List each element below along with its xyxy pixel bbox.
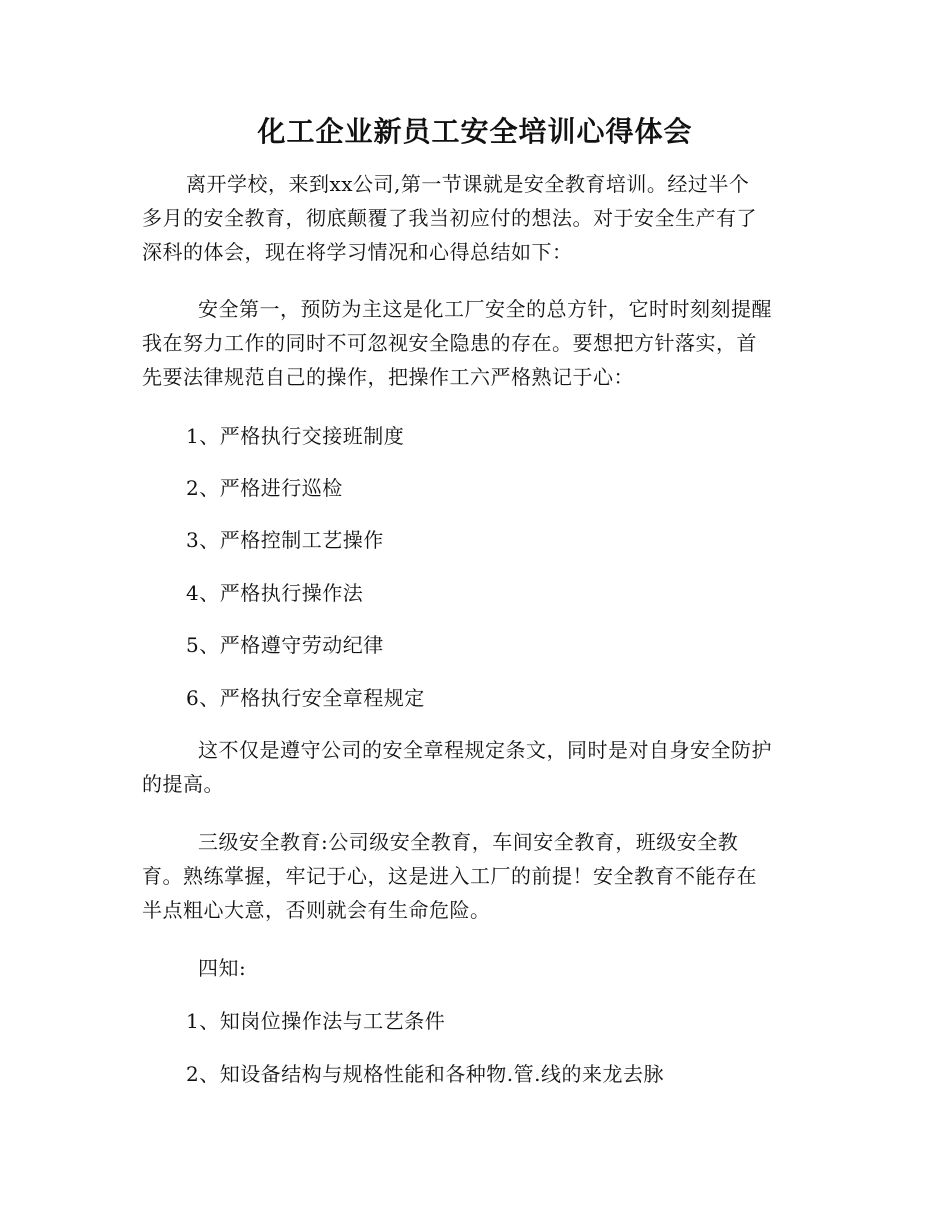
paragraph-line: 先要法律规范自己的操作，把操作工六严格熟记于心： xyxy=(142,365,634,389)
paragraph-safety-policy xyxy=(142,292,807,394)
paragraph-compliance xyxy=(142,733,807,801)
list-item: 6、严格执行安全章程规定 xyxy=(186,686,425,710)
list-item: 5、严格遵守劳动纪律 xyxy=(186,633,384,657)
paragraph-line: 多月的安全教育，彻底颠覆了我当初应付的想法。对于安全生产有了 xyxy=(142,206,757,230)
list-item: 3、严格控制工艺操作 xyxy=(186,528,384,552)
paragraph-line: 深科的体会，现在将学习情况和心得总结如下： xyxy=(142,240,573,264)
paragraph-line: 的提高。 xyxy=(142,772,224,796)
paragraph-line: 这不仅是遵守公司的安全章程规定条文，同时是对自身安全防护 xyxy=(198,738,772,762)
document-title: 化工企业新员工安全培训心得体会 xyxy=(257,115,693,148)
paragraph-line: 我在努力工作的同时不可忽视安全隐患的存在。要想把方针落实，首 xyxy=(142,331,757,355)
four-know-heading: 四知: xyxy=(198,956,247,980)
paragraph-line: 离开学校，来到xx公司,第一节课就是安全教育培训。经过半个 xyxy=(186,172,750,196)
paragraph-three-level-education xyxy=(142,825,807,927)
paragraph-line: 半点粗心大意，否则就会有生命危险。 xyxy=(142,898,491,922)
paragraph-line: 三级安全教育:公司级安全教育，车间安全教育，班级安全教 xyxy=(198,830,739,854)
paragraph-intro xyxy=(142,167,807,269)
list-item: 1、知岗位操作法与工艺条件 xyxy=(186,1009,446,1033)
paragraph-line: 安全第一，预防为主这是化工厂安全的总方针，它时时刻刻提醒 xyxy=(198,297,772,321)
list-item: 2、知设备结构与规格性能和各种物.管.线的来龙去脉 xyxy=(186,1062,664,1086)
list-item: 1、严格执行交接班制度 xyxy=(186,424,405,448)
paragraph-line: 育。熟练掌握，牢记于心，这是进入工厂的前提！安全教育不能存在 xyxy=(142,864,757,888)
list-item: 2、严格进行巡检 xyxy=(186,476,343,500)
list-item: 4、严格执行操作法 xyxy=(186,581,364,605)
